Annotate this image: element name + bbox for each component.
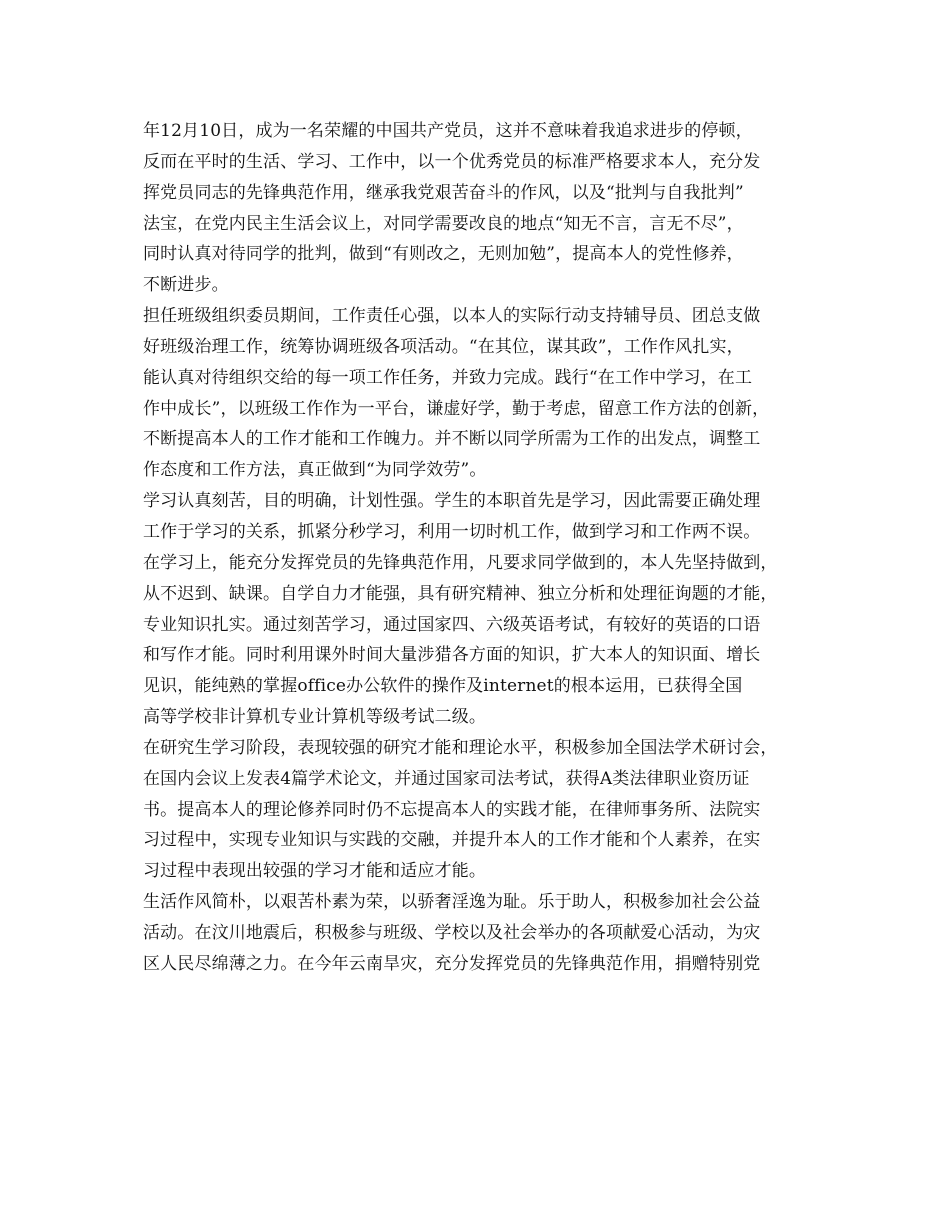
text-line: 生活作风简朴，以艰苦朴素为荣，以骄奢淫逸为耻。乐于助人，积极参加社会公益 — [143, 892, 761, 913]
text-line: 同时认真对待同学的批判，做到“有则改之，无则加勉”，提高本人的党性修养， — [143, 244, 744, 265]
text-line: 不断进步。 — [143, 275, 229, 296]
text-line: 和写作才能。同时利用课外时间大量涉猎各方面的知识，扩大本人的知识面、增长 — [143, 645, 761, 666]
text-line: 作态度和工作方法，真正做到“为同学效劳”。 — [143, 460, 487, 481]
text-line: 法宝，在党内民主生活会议上，对同学需要改良的地点“知无不言，言无不尽”， — [143, 213, 744, 234]
text-line: 不断提高本人的工作才能和工作魄力。并不断以同学所需为工作的出发点，调整工 — [143, 429, 761, 450]
text-line: 高等学校非计算机专业计算机等级考试二级。 — [143, 707, 486, 728]
text-line: 习过程中，实现专业知识与实践的交融，并提升本人的工作才能和个人素养，在实 — [143, 830, 761, 851]
text-line: 活动。在汶川地震后，积极参与班级、学校以及社会举办的各项献爱心活动，为灾 — [143, 922, 761, 943]
text-line: 担任班级组织委员期间，工作责任心强，以本人的实际行动支持辅导员、团总支做 — [143, 306, 761, 327]
text-line: 从不迟到、缺课。自学自力才能强，具有研究精神、独立分析和处理征询题的才能， — [143, 583, 778, 604]
text-line: 书。提高本人的理论修养同时仍不忘提高本人的实践才能，在律师事务所、法院实 — [143, 799, 761, 820]
text-line: 见识，能纯熟的掌握office办公软件的操作及internet的根本运用，已获得全国 — [143, 676, 743, 697]
text-line: 好班级治理工作，统筹协调班级各项活动。“在其位，谋其政”，工作作风扎实， — [143, 336, 744, 357]
text-line: 专业知识扎实。通过刻苦学习，通过国家四、六级英语考试，有较好的英语的口语 — [143, 614, 761, 635]
text-line: 工作于学习的关系，抓紧分秒学习，利用一切时机工作，做到学习和工作两不误。 — [143, 521, 761, 542]
text-line: 在研究生学习阶段，表现较强的研究才能和理论水平，积极参加全国法学术研讨会， — [143, 737, 778, 758]
document-body — [143, 116, 833, 980]
text-line: 年12月10日，成为一名荣耀的中国共产党员，这并不意味着我追求进步的停顿， — [143, 121, 753, 141]
text-line: 反而在平时的生活、学习、工作中，以一个优秀党员的标准严格要求本人，充分发 — [143, 151, 761, 172]
text-line: 区人民尽绵薄之力。在今年云南旱灾，充分发挥党员的先锋典范作用，捐赠特别党 — [143, 953, 761, 974]
text-line: 在国内会议上发表4篇学术论文，并通过国家司法考试，获得A类法律职业资历证 — [143, 768, 750, 789]
text-line: 学习认真刻苦，目的明确，计划性强。学生的本职首先是学习，因此需要正确处理 — [143, 491, 761, 512]
text-line: 在学习上，能充分发挥党员的先锋典范作用，凡要求同学做到的，本人先坚持做到， — [143, 552, 778, 573]
text-line: 习过程中表现出较强的学习才能和适应才能。 — [143, 861, 486, 882]
text-line: 挥党员同志的先锋典范作用，继承我党艰苦奋斗的作风，以及“批判与自我批判” — [143, 182, 744, 203]
text-line: 能认真对待组织交给的每一项工作任务，并致力完成。践行“在工作中学习，在工 — [143, 367, 753, 388]
text-line: 作中成长”，以班级工作作为一平台，谦虚好学，勤于考虑，留意工作方法的创新， — [143, 398, 770, 419]
